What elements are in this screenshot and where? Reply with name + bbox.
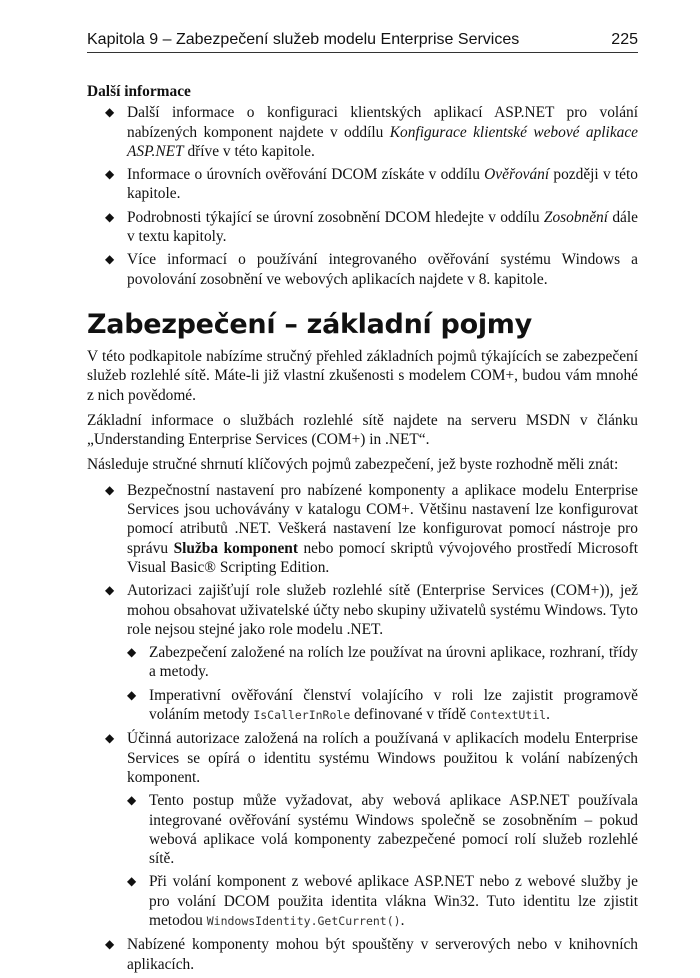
sub-list bbox=[127, 643, 638, 725]
sub-list-item: ◆ Zabezpečení založené na rolích lze používat na úrovni aplikace, rozhraní, třídy a metody. bbox=[127, 644, 638, 681]
concepts-list bbox=[87, 481, 638, 974]
sub-list-item: ◆ Při volání komponent z webové aplikace ASP.NET nebo z webové služby je pro volání DCOM použita identita vlákna Win32. Tuto identitu lze zjistit metodou WindowsIdentity.GetCurrent(). bbox=[127, 873, 638, 929]
bullet-diamond-icon: ◆ bbox=[105, 731, 115, 746]
cross-reference: Zosobnění bbox=[543, 208, 609, 226]
cross-reference: Ověřování bbox=[484, 166, 550, 184]
cross-reference: Konfigurace klientské webové aplikace ASP.NET bbox=[127, 123, 639, 160]
section-heading: Zabezpečení – základní pojmy bbox=[87, 308, 532, 340]
paragraph: Následuje stručné shrnutí klíčových pojmů zabezpečení, jež byste rozhodně měli znát: bbox=[87, 456, 619, 474]
bullet-diamond-icon: ◆ bbox=[105, 482, 115, 497]
list-item: ◆ Bezpečnostní nastavení pro nabízené komponenty a aplikace modelu Enterprise Services jsou uchovávány v katalogu COM+. Většinu nastavení lze konfigurovat pomocí atributů .NET. Veškerá nastavení lze konfigurovat pomocí nástroje pro správu Služba komponent nebo pomocí skriptů vývojového prostředí Microsoft Visual Basic® Scripting Edition. bbox=[105, 481, 638, 576]
chapter-title: Kapitola 9 – Zabezpečení služeb modelu Enterprise Services bbox=[87, 31, 520, 48]
sub-list bbox=[127, 791, 638, 931]
bullet-diamond-icon: ◆ bbox=[105, 937, 115, 952]
bullet-diamond-icon: ◆ bbox=[105, 252, 115, 267]
bullet-diamond-icon: ◆ bbox=[127, 687, 137, 702]
code-class: ContextUtil bbox=[469, 708, 547, 723]
running-header bbox=[87, 30, 638, 53]
bullet-diamond-icon: ◆ bbox=[127, 793, 137, 808]
list-item: ◆ Účinná autorizace založená na rolích a používaná v aplikacích modelu Enterprise Services se opírá o identitu systému Windows použitou k volání nabízených komponent. ◆ Tento postup může vyžadovat, aby webová aplikace ASP.NET používala integrované ověřování systému Windows společně se zosobněním – pokud webová aplikace volá komponenty zabezpečené pomocí rolí služeb rozlehlé sítě. ◆ Při volání komponent z webové aplikace ASP.NET nebo z webové služby je pro volání DCOM použita identita vlákna Win32. Tuto identitu lze zjistit metodou WindowsIdentity.GetCurrent(). bbox=[87, 729, 638, 931]
page-content bbox=[87, 82, 638, 978]
paragraph: V této podkapitole nabízíme stručný přehled základních pojmů týkajících se zabezpečení služeb rozlehlé sítě. Máte-li již vlastní zkušenosti s modelem COM+, budou vám mnohé z nich povědomé. bbox=[87, 347, 638, 404]
bullet-diamond-icon: ◆ bbox=[105, 167, 115, 182]
page-number: 225 bbox=[611, 31, 638, 48]
list-item: ◆ Podrobnosti týkající se úrovní zosobnění DCOM hledejte v oddílu Zosobnění dále v textu kapitoly. bbox=[105, 208, 638, 246]
list-item: ◆ Autorizaci zajišťují role služeb rozlehlé sítě (Enterprise Services (COM+)), jež mohou obsahovat uživatelské účty nebo skupiny uživatelů systému Windows. Tyto role nejsou stejné jako role modelu .NET. ◆ Zabezpečení založené na rolích lze používat na úrovni aplikace, rozhraní, třídy a metody. ◆ Imperativní ověřování členství volajícího v roli lze zajistit programově voláním metody IsCallerInRole definované v třídě ContextUtil. bbox=[87, 581, 638, 725]
tool-name: Služba komponent bbox=[173, 539, 298, 557]
list-item: ◆ Další informace o konfiguraci klientských aplikací ASP.NET pro volání nabízených komponent najdete v oddílu Konfigurace klientské webové aplikace ASP.NET dříve v této kapitole. bbox=[105, 104, 639, 160]
bullet-diamond-icon: ◆ bbox=[105, 209, 115, 224]
further-info-heading: Další informace bbox=[87, 83, 191, 100]
bullet-diamond-icon: ◆ bbox=[127, 645, 137, 660]
bullet-diamond-icon: ◆ bbox=[127, 874, 137, 889]
bullet-diamond-icon: ◆ bbox=[105, 105, 115, 120]
paragraph: Základní informace o službách rozlehlé sítě najdete na serveru MSDN v článku „Understanding Enterprise Services (COM+) in .NET“. bbox=[87, 411, 638, 449]
sub-list-item: ◆ Imperativní ověřování členství volajícího v roli lze zajistit programově voláním metody IsCallerInRole definované v třídě ContextUtil. bbox=[127, 686, 638, 724]
further-info-list bbox=[87, 103, 638, 289]
code-method: IsCallerInRole bbox=[253, 708, 351, 723]
list-item: ◆ Nabízené komponenty mohou být spouštěny v serverových nebo v knihovních aplikacích. bbox=[105, 936, 638, 973]
code-method: WindowsIdentity.GetCurrent() bbox=[206, 913, 401, 928]
list-item: ◆ Informace o úrovních ověřování DCOM získáte v oddílu Ověřování později v této kapitole. bbox=[105, 166, 638, 203]
list-item: ◆ Více informací o používání integrovaného ověřování systému Windows a povolování zosobnění ve webových aplikacích najdete v 8. kapitole. bbox=[105, 251, 638, 288]
bullet-diamond-icon: ◆ bbox=[105, 583, 115, 598]
sub-list-item: ◆ Tento postup může vyžadovat, aby webová aplikace ASP.NET používala integrované ověřování systému Windows společně se zosobněním – pokud webová aplikace volá komponenty zabezpečené pomocí rolí služeb rozlehlé sítě. bbox=[127, 792, 638, 868]
